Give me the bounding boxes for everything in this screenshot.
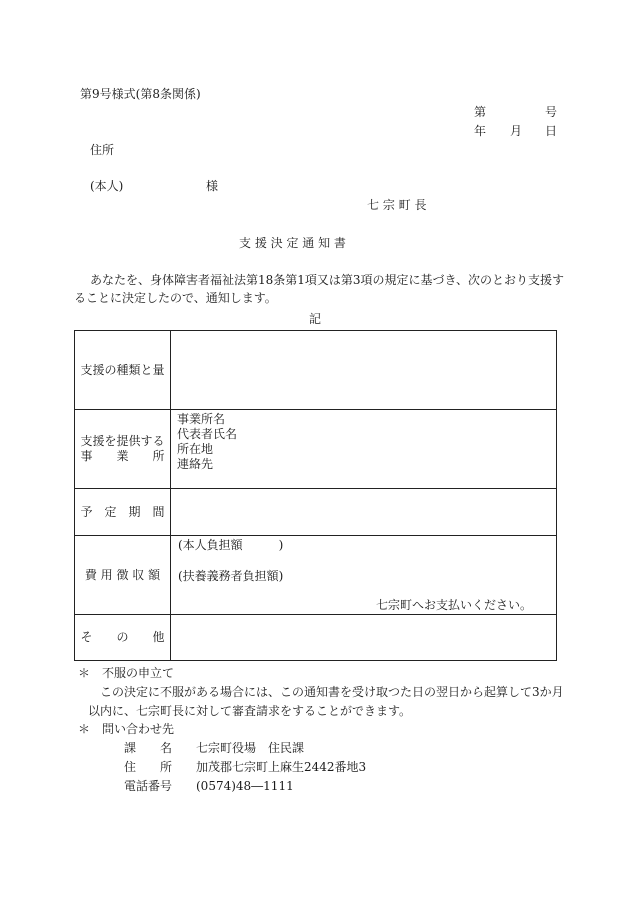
objection-line-1: この決定に不服がある場合には、この通知書を受け取つた日の翌日から起算して3か月 <box>100 685 564 699</box>
contact-key-section: 課 名 <box>124 741 173 755</box>
field-contact: 連絡先 <box>177 457 214 471</box>
contact-value-address: 加茂郡七宗町上麻生2442番地3 <box>196 760 367 774</box>
honorific: 様 <box>206 179 219 193</box>
fee-guardian-burden: (扶養義務者負担額) <box>178 569 284 583</box>
address-label: 住所 <box>90 143 115 157</box>
label-provider <box>75 410 171 489</box>
label-fee: 費 用 徴 収 額 <box>75 536 171 615</box>
label-support-type: 支援の種類と量 <box>75 331 171 410</box>
objection-line-2: 以内に、七宗町長に対して審査請求をすることができます。 <box>88 704 412 718</box>
ki-marker: 記 <box>309 312 322 326</box>
date-day: 日 <box>545 124 558 138</box>
fee-self-burden: (本人負担額 ) <box>178 538 284 552</box>
field-office-name: 事業所名 <box>177 412 226 426</box>
document-title: 支 援 決 定 通 知 書 <box>239 236 346 250</box>
value-provider <box>171 410 557 489</box>
field-location: 所在地 <box>177 442 214 456</box>
label-other: そ の 他 <box>75 615 171 661</box>
label-period: 予 定 期 間 <box>75 489 171 536</box>
table-row-period <box>75 489 557 536</box>
value-other <box>171 615 557 661</box>
contact-key-phone: 電話番号 <box>124 779 173 793</box>
table-row-provider <box>75 410 557 489</box>
table-row-support-type <box>75 331 557 410</box>
table-row-fee <box>75 536 557 615</box>
body-line-2: ることに決定したので、通知します。 <box>74 291 277 305</box>
contact-heading: ＊ 問い合わせ先 <box>78 722 175 736</box>
field-representative: 代表者氏名 <box>177 427 238 441</box>
fee-payment-note: 七宗町へお支払いください。 <box>376 598 533 612</box>
table-row-other <box>75 615 557 661</box>
value-period <box>171 489 557 536</box>
decision-table <box>74 330 557 661</box>
value-support-type <box>171 331 557 410</box>
date-month: 月 <box>510 124 523 138</box>
person-label: (本人) <box>90 179 124 193</box>
doc-number-prefix: 第 <box>474 105 487 119</box>
contact-value-section: 七宗町役場 住民課 <box>196 741 305 755</box>
body-line-1: あなたを、身体障害者福祉法第18条第1項又は第3項の規定に基づき、次のとおり支援す <box>90 273 565 287</box>
contact-key-address: 住 所 <box>124 760 173 774</box>
label-provider-line-2: 事 業 所 <box>80 449 165 463</box>
issuer-name: 七 宗 町 長 <box>367 198 427 212</box>
date-year: 年 <box>474 124 487 138</box>
value-fee <box>171 536 557 615</box>
contact-value-phone: (0574)48―1111 <box>196 779 294 793</box>
doc-number-suffix: 号 <box>545 105 558 119</box>
label-provider-line-1: 支援を提供する <box>80 434 165 448</box>
form-number: 第9号様式(第8条関係) <box>80 87 201 101</box>
objection-heading: ＊ 不服の申立て <box>78 666 175 680</box>
